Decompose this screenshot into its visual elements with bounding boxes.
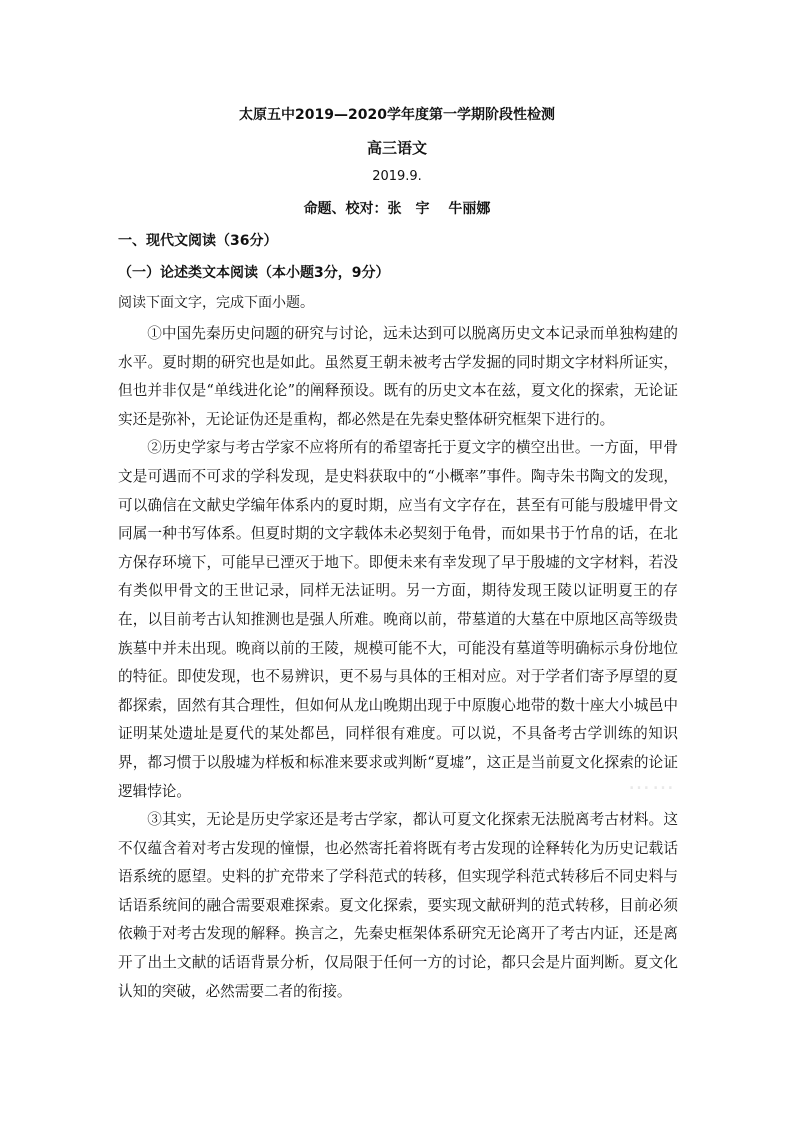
passage-body — [118, 320, 678, 1006]
paragraph-3: ③其实，无论是历史学家还是考古学家，都认可夏文化探索无法脱离考古材料。这不仅蕴含着对考古发现的憧憬，也必然寄托着将既有考古发现的诠释转化为历史记载话语系统的愿望。史料的扩充带来了学科范式的转移，但实现学科范式转移后不同史料与话语系统间的融合需要艰难探索。夏文化探索，要实现文献研判的范式转移，目前必须依赖于对考古发现的解释。换言之，先秦史框架体系研究无论离开了考古内证，还是离开了出土文献的话语背景分析，仅局限于任何一方的讨论，都只会是片面判断。夏文化认知的突破，必然需要二者的衔接。 — [118, 811, 678, 1000]
exam-date: 2019.9. — [372, 169, 422, 184]
subsection-heading: （一）论述类文本阅读（本小题3分，9分） — [118, 265, 390, 281]
section-heading: 一、现代文阅读（36分） — [118, 233, 278, 249]
subject-title: 高三语文 — [366, 139, 427, 157]
exam-authors: 命题、校对：张 宇 牛丽娜 — [303, 201, 491, 217]
instruction-text: 阅读下面文字，完成下面小题。 — [118, 295, 314, 311]
watermark: …… — [628, 770, 676, 795]
paragraph-1: ①中国先秦历史问题的研究与讨论，远未达到可以脱离历史文本记录而单独构建的水平。夏时期的研究也是如此。虽然夏王朝未被考古学发掘的同时期文字材料所证实，但也并非仅是“单线进化论”的阐释预设。既有的历史文本在兹，夏文化的探索，无论证实还是弥补，无论证伪还是重构，都必然是在先秦史整体研究框架下进行的。 — [118, 325, 678, 428]
paragraph-2: ②历史学家与考古学家不应将所有的希望寄托于夏文字的横空出世。一方面，甲骨文是可遇而不可求的学科发现，是史料获取中的“小概率”事件。陶寺朱书陶文的发现，可以确信在文献史学编年体系内的夏时期，应当有文字存在，甚至有可能与殷墟甲骨文同属一种书写体系。但夏时期的文字载体未必契刻于龟骨，而如果书于竹帛的话，在北方保存环境下，可能早已湮灭于地下。即便未来有幸发现了早于殷墟的文字材料，若没有类似甲骨文的王世记录，同样无法证明。另一方面，期待发现王陵以证明夏王的存在，以目前考古认知推测也是强人所难。晚商以前，带墓道的大墓在中原地区高等级贵族墓中并未出现。晚商以前的王陵，规模可能不大，可能没有墓道等明确标示身份地位的特征。即使发现，也不易辨识，更不易与具体的王相对应。对于学者们寄予厚望的夏都探索，固然有其合理性，但如何从龙山晚期出现于中原腹心地带的数十座大小城邑中证明某处遗址是夏代的某处都邑，同样很有难度。可以说，不具备考古学训练的知识界，都习惯于以殷墟为样板和标准来要求或判断“夏墟”，这正是当前夏文化探索的论证逻辑悖论。 — [118, 439, 678, 800]
exam-title: 太原五中2019—2020学年度第一学期阶段性检测 — [239, 107, 555, 123]
